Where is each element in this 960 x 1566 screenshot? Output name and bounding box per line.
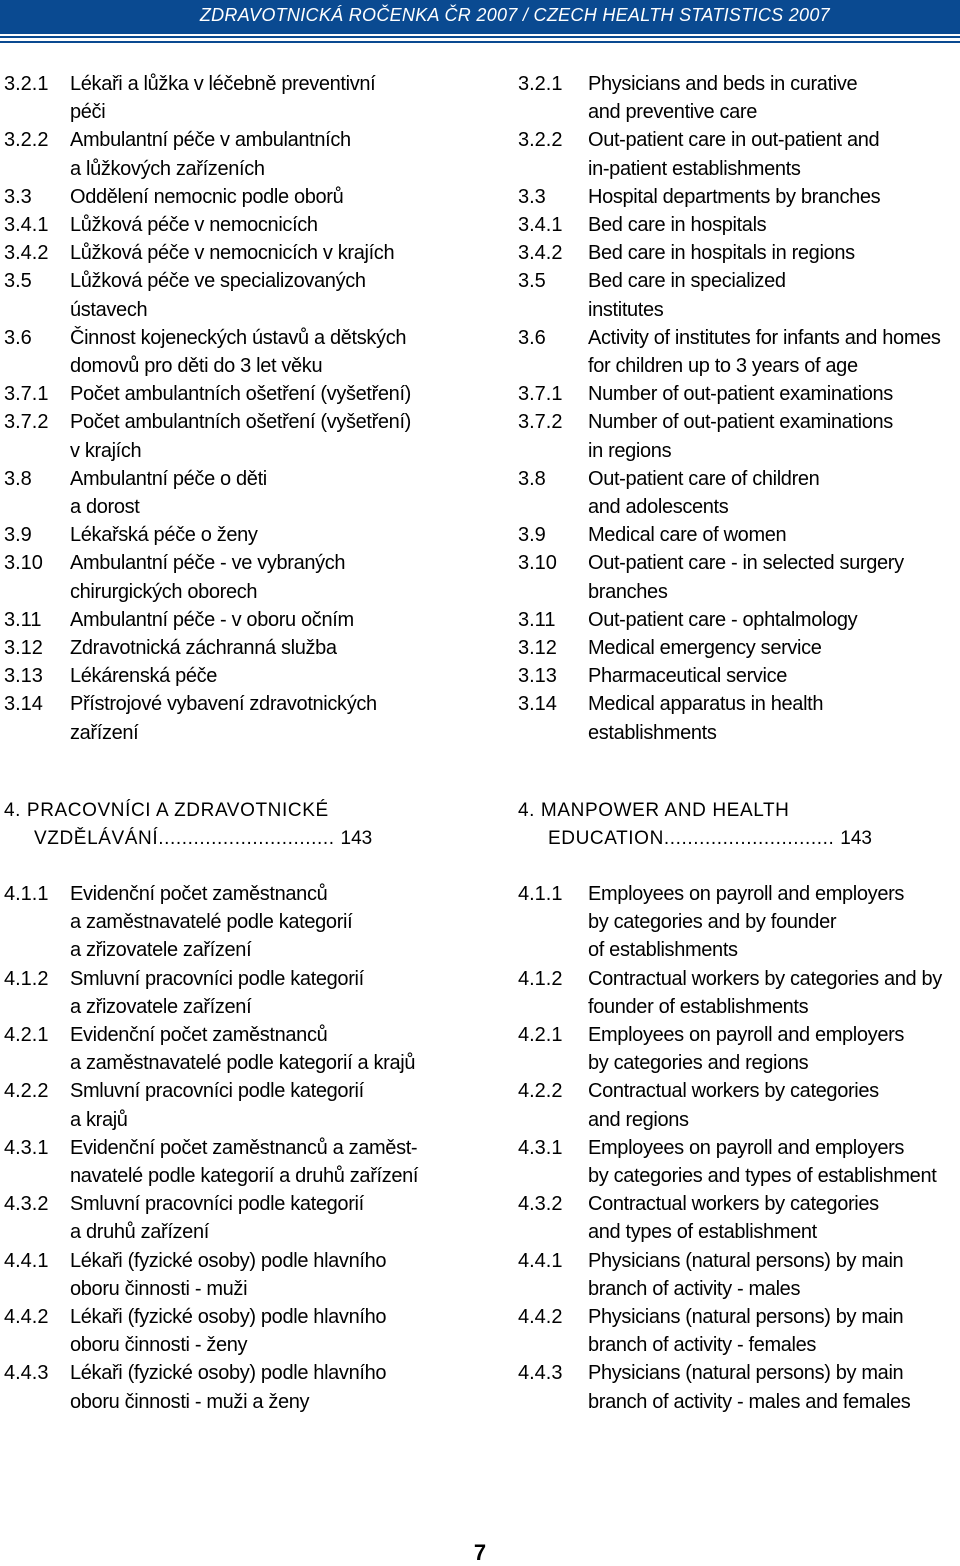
- section3-english-entry-line: Bed care in hospitals: [588, 214, 767, 237]
- section4-english-title-line1: 4. MANPOWER AND HEALTH: [518, 800, 790, 821]
- section3-english-entry: [518, 521, 960, 549]
- section4-english-entry: [518, 1021, 960, 1077]
- section3-czech-entry-number: 3.8: [4, 467, 32, 490]
- section3-english-entry-text: [588, 521, 960, 549]
- section4-english-entry: [518, 965, 960, 1021]
- section4-czech-entry-line: a druhů zařízení: [70, 1221, 209, 1244]
- section4-czech-entry-line: a zaměstnavatelé podle kategorií: [70, 911, 353, 934]
- section3-english-entry-line: branches: [588, 580, 668, 603]
- section3-czech-entry-line: Ambulantní péče - ve vybraných: [70, 552, 346, 575]
- section3-czech-entry-text: [70, 211, 494, 239]
- section3-czech-entry: [4, 267, 494, 323]
- section3-czech-entry-line: Počet ambulantních ošetření (vyšetření): [70, 411, 411, 434]
- section4-english-entry-text: [588, 1359, 960, 1415]
- section4-english-entry-line: Physicians (natural persons) by main: [588, 1249, 904, 1272]
- section3-english-entry-line: Bed care in hospitals in regions: [588, 242, 855, 265]
- section4-english-entry-number: 4.2.2: [518, 1080, 563, 1103]
- section3-english-entry-number: 3.8: [518, 467, 546, 490]
- section3-czech-entry-text: [70, 239, 494, 267]
- section4-czech-entry-number: 4.2.1: [4, 1024, 49, 1047]
- section3-czech-entry: [4, 126, 494, 182]
- section3-english-entry-line: Number of out-patient examinations: [588, 383, 893, 406]
- section3-english-entry-line: in-patient establishments: [588, 157, 801, 180]
- section3-czech-entry-line: zařízení: [70, 721, 139, 744]
- section4-english-entry-line: founder of establishments: [588, 995, 809, 1018]
- section3-czech-entry: [4, 606, 494, 634]
- section4-czech-entry-line: Evidenční počet zaměstnanců a zaměst-: [70, 1136, 418, 1159]
- section4-czech-entry: [4, 1134, 494, 1190]
- section3-czech-entry: [4, 521, 494, 549]
- section3-czech-entry-number: 3.4.2: [4, 242, 49, 265]
- section4-czech-entry-line: oboru činnosti - ženy: [70, 1334, 248, 1357]
- section4-english-entry-line: by categories and by founder: [588, 911, 837, 934]
- section4-english-entry-line: branch of activity - females: [588, 1334, 817, 1357]
- section3-english-entry-text: [588, 267, 960, 323]
- section4-english-entry-number: 4.3.1: [518, 1136, 563, 1159]
- section3-english-entry-number: 3.13: [518, 665, 557, 688]
- section4-czech-entry-text: [70, 965, 494, 1021]
- section4-english-entry-line: Contractual workers by categories and by: [588, 967, 942, 990]
- section3-czech-entry-line: Přístrojové vybavení zdravotnických: [70, 693, 377, 716]
- section3-czech-entry: [4, 634, 494, 662]
- section3-english-entry-line: Physicians and beds in curative: [588, 73, 858, 95]
- section3-czech-entry-line: Lékaři a lůžka v léčebně preventivní: [70, 73, 376, 95]
- section3-english-entry-line: Medical apparatus in health: [588, 693, 824, 716]
- section3-english-entry-line: Out-patient care of children: [588, 467, 820, 490]
- section4-czech-entry-line: a zřizovatele zařízení: [70, 939, 252, 962]
- section4-english-entry: [518, 1077, 960, 1133]
- section3-czech-entry-text: [70, 634, 494, 662]
- section4-czech-list: [4, 880, 494, 1416]
- section4-english-entry-line: by categories and regions: [588, 1052, 809, 1075]
- section4-czech-entry: [4, 880, 494, 965]
- section4-czech-entry-number: 4.4.1: [4, 1249, 49, 1272]
- section3-english-entry: [518, 239, 960, 267]
- header-double-rule: [0, 36, 960, 43]
- section3-czech-entry-text: [70, 380, 494, 408]
- section3-czech-entry-number: 3.14: [4, 693, 43, 716]
- section4-english-entry: [518, 1134, 960, 1190]
- section4-czech-entry-line: Smluvní pracovníci podle kategorií: [70, 1080, 364, 1103]
- section3-english-entry-number: 3.5: [518, 270, 546, 293]
- section4-english-entry-line: Employees on payroll and employers: [588, 1136, 905, 1159]
- section4-english-dot-leader: .............................: [663, 828, 835, 849]
- section3-czech-entry: [4, 662, 494, 690]
- section3-czech-entry-number: 3.12: [4, 637, 43, 660]
- section3-english-entry: [518, 690, 960, 746]
- section4-czech-entry: [4, 965, 494, 1021]
- section4-czech-entry-number: 4.4.2: [4, 1306, 49, 1329]
- section3-english-entry-line: Out-patient care - in selected surgery: [588, 552, 904, 575]
- section4-czech-entry-text: [70, 880, 494, 965]
- section3-english-entry: [518, 70, 960, 126]
- section3-english-entry-line: in regions: [588, 439, 672, 462]
- section3-czech-entry-text: [70, 70, 494, 126]
- section4-czech-entry-text: [70, 1077, 494, 1133]
- section3-czech-entry-line: Zdravotnická záchranná služba: [70, 637, 337, 660]
- section4-czech-title-line2: VZDĚLÁVÁNÍ: [34, 828, 159, 849]
- section3-czech-entry-line: Počet ambulantních ošetření (vyšetření): [70, 383, 411, 406]
- section4-english-entry-number: 4.3.2: [518, 1193, 563, 1216]
- section3-czech-entry: [4, 70, 494, 126]
- section4-english-entry-line: and types of establishment: [588, 1221, 817, 1244]
- section3-english-entry: [518, 408, 960, 464]
- section4-czech-entry-number: 4.1.2: [4, 967, 49, 990]
- section3-english-entry-text: [588, 239, 960, 267]
- section4-english-entry-line: branch of activity - males: [588, 1277, 801, 1300]
- page-number: 7: [473, 1540, 487, 1565]
- section3-czech-entry-line: Lékárenská péče: [70, 665, 218, 688]
- section4-english-entry-line: of establishments: [588, 939, 738, 962]
- section3-english-entry-number: 3.4.1: [518, 214, 563, 237]
- section3-english-entry-text: [588, 549, 960, 605]
- section3-czech-entry-line: Lůžková péče v nemocnicích v krajích: [70, 242, 395, 265]
- section3-czech-entry-line: Lékařská péče o ženy: [70, 524, 258, 547]
- section3-czech-entry: [4, 324, 494, 380]
- running-header: [0, 0, 960, 34]
- section3-english-entry-line: Activity of institutes for infants and homes: [588, 326, 941, 349]
- section3-czech-entry-text: [70, 521, 494, 549]
- section4-english-title-line2: EDUCATION: [548, 828, 664, 849]
- section3-english-entry-text: [588, 324, 960, 380]
- section4-english-entry: [518, 1303, 960, 1359]
- section3-english-entry-text: [588, 211, 960, 239]
- section4-czech-entry-text: [70, 1247, 494, 1303]
- section4-english-entry-number: 4.2.1: [518, 1024, 563, 1047]
- section3-czech-entry-line: Lůžková péče v nemocnicích: [70, 214, 318, 237]
- section3-czech-entry-line: Činnost kojeneckých ústavů a dětských: [70, 326, 407, 349]
- running-header-title: ZDRAVOTNICKÁ ROČENKA ČR 2007 / CZECH HEALTH STATISTICS 2007: [199, 5, 830, 25]
- section3-english-entry: [518, 211, 960, 239]
- section3-english-entry-number: 3.11: [518, 608, 556, 631]
- section3-english-entry-text: [588, 662, 960, 690]
- section3-english-entry-number: 3.14: [518, 693, 557, 716]
- section4-czech-entry-number: 4.2.2: [4, 1080, 49, 1103]
- section3-english-entry-number: 3.2.1: [518, 73, 563, 95]
- section4-czech-entry-number: 4.1.1: [4, 883, 49, 905]
- section4-english-entry-line: Employees on payroll and employers: [588, 883, 905, 905]
- section3-czech-entry-line: Ambulantní péče v ambulantních: [70, 129, 351, 152]
- section3-english-entry-text: [588, 634, 960, 662]
- section3-english-entry-number: 3.4.2: [518, 242, 563, 265]
- section3-czech-entry: [4, 380, 494, 408]
- section4-czech-entry-line: oboru činnosti - muži: [70, 1277, 248, 1300]
- section4-english-entry-line: and regions: [588, 1108, 689, 1131]
- section3-czech-entry: [4, 408, 494, 464]
- section3-czech-entry-number: 3.2.2: [4, 129, 49, 152]
- section4-english-entry: [518, 1190, 960, 1246]
- section3-english-entry-text: [588, 70, 960, 126]
- section3-english-entry: [518, 380, 960, 408]
- section4-czech-entry-number: 4.3.1: [4, 1136, 49, 1159]
- section4-czech-entry-number: 4.4.3: [4, 1362, 49, 1385]
- section4-english-entry-text: [588, 1303, 960, 1359]
- section4-english-entry-line: Physicians (natural persons) by main: [588, 1306, 904, 1329]
- section3-english-entry-line: establishments: [588, 721, 717, 744]
- section3-english-entry: [518, 267, 960, 323]
- section3-czech-entry-text: [70, 126, 494, 182]
- section3-english-entry: [518, 126, 960, 182]
- section3-czech-entry-line: péči: [70, 101, 106, 124]
- section4-czech-entry: [4, 1077, 494, 1133]
- section3-czech-entry-number: 3.5: [4, 270, 32, 293]
- section4-czech-page-ref: 143: [340, 828, 373, 849]
- section4-english-list: [518, 880, 960, 1416]
- section4-english-entry-line: Physicians (natural persons) by main: [588, 1362, 904, 1385]
- section3-czech-entry-text: [70, 662, 494, 690]
- section3-czech-entry-number: 3.7.2: [4, 411, 49, 434]
- section3-czech-entry-number: 3.9: [4, 524, 32, 547]
- section3-english-entry-line: Hospital departments by branches: [588, 185, 881, 208]
- section4-czech-heading: [4, 797, 494, 853]
- section3-english-entry-number: 3.7.2: [518, 411, 563, 434]
- section3-czech-entry: [4, 690, 494, 746]
- section3-english-entry-text: [588, 465, 960, 521]
- section4-english-entry-text: [588, 1134, 960, 1190]
- section3-english-entry-number: 3.12: [518, 637, 557, 660]
- section3-english-entry-text: [588, 408, 960, 464]
- section3-czech-entry-text: [70, 183, 494, 211]
- section4-english-page-ref: 143: [840, 828, 872, 849]
- section3-czech-entry: [4, 239, 494, 267]
- section4-english-entry-number: 4.4.3: [518, 1362, 563, 1385]
- section4-czech-entry-text: [70, 1190, 494, 1246]
- section3-czech-entry-number: 3.11: [4, 608, 42, 631]
- section3-czech-entry-line: a lůžkových zařízeních: [70, 157, 265, 180]
- section3-czech-entry-text: [70, 408, 494, 464]
- section3-english-entry-line: Number of out-patient examinations: [588, 411, 893, 434]
- section4-english-entry-text: [588, 1021, 960, 1077]
- section3-english-entry-text: [588, 126, 960, 182]
- section3-czech-entry-line: Ambulantní péče o děti: [70, 467, 267, 490]
- section3-czech-entry-number: 3.6: [4, 326, 32, 349]
- section3-czech-entry-number: 3.10: [4, 552, 43, 575]
- section3-czech-entry-text: [70, 267, 494, 323]
- section3-english-entry: [518, 183, 960, 211]
- section3-english-entry: [518, 465, 960, 521]
- section4-english-entry-number: 4.4.2: [518, 1306, 563, 1329]
- section4-czech-entry-text: [70, 1134, 494, 1190]
- section4-czech-entry-line: Lékaři (fyzické osoby) podle hlavního: [70, 1306, 387, 1329]
- section4-czech-dot-leader: ..............................: [158, 828, 335, 849]
- section4-english-entry: [518, 880, 960, 965]
- section3-english-entry-line: Medical emergency service: [588, 637, 822, 660]
- section3-english-entry-line: Pharmaceutical service: [588, 665, 788, 688]
- section3-czech-entry-text: [70, 606, 494, 634]
- section3-english-entry-line: Medical care of women: [588, 524, 787, 547]
- section4-czech-entry-text: [70, 1303, 494, 1359]
- section3-english-list: [518, 70, 960, 747]
- section3-czech-entry-text: [70, 324, 494, 380]
- section4-english-entry: [518, 1359, 960, 1415]
- section3-english-entry-number: 3.10: [518, 552, 557, 575]
- section4-czech-title-line1: 4. PRACOVNÍCI A ZDRAVOTNICKÉ: [4, 800, 329, 821]
- section4-english-entry-number: 4.1.1: [518, 883, 563, 905]
- section3-czech-entry-number: 3.13: [4, 665, 43, 688]
- section4-czech-entry-line: Smluvní pracovníci podle kategorií: [70, 967, 364, 990]
- section3-czech-entry: [4, 183, 494, 211]
- section4-czech-entry-line: a krajů: [70, 1108, 128, 1131]
- section4-czech-entry: [4, 1021, 494, 1077]
- section3-english-entry-text: [588, 690, 960, 746]
- section3-czech-entry-line: v krajích: [70, 439, 142, 462]
- section3-czech-entry-text: [70, 549, 494, 605]
- section4-english-entry-line: by categories and types of establishment: [588, 1165, 937, 1188]
- section4-czech-entry-line: a zřizovatele zařízení: [70, 995, 252, 1018]
- section4-czech-entry-line: navatelé podle kategorií a druhů zařízení: [70, 1165, 419, 1188]
- section3-czech-entry-line: ústavech: [70, 298, 148, 321]
- section3-czech-entry-line: Ambulantní péče - v oboru očním: [70, 608, 354, 631]
- section3-czech-entry-number: 3.3: [4, 185, 32, 208]
- section3-czech-entry-text: [70, 690, 494, 746]
- section3-english-entry: [518, 662, 960, 690]
- section3-english-column: [518, 70, 960, 747]
- section3-english-entry-number: 3.6: [518, 326, 546, 349]
- section4-english-entry-number: 4.4.1: [518, 1249, 563, 1272]
- section4-english-entry-text: [588, 1190, 960, 1246]
- section4-english-entry-text: [588, 880, 960, 965]
- section3-czech-entry-number: 3.4.1: [4, 214, 49, 237]
- section4-czech-entry-text: [70, 1359, 494, 1415]
- section3-czech-entry-text: [70, 465, 494, 521]
- section4-czech-entry-line: Lékaři (fyzické osoby) podle hlavního: [70, 1249, 387, 1272]
- section3-czech-entry-number: 3.7.1: [4, 383, 49, 406]
- section4-czech-column: [4, 880, 494, 1416]
- section4-english-entry-text: [588, 1077, 960, 1133]
- section3-english-entry-line: Bed care in specialized: [588, 270, 786, 293]
- section3-english-entry-number: 3.2.2: [518, 129, 563, 152]
- section3-english-entry-text: [588, 606, 960, 634]
- section3-english-entry-number: 3.3: [518, 185, 546, 208]
- section3-czech-entry-line: domovů pro děti do 3 let věku: [70, 355, 323, 378]
- section4-english-entry-line: Contractual workers by categories: [588, 1193, 879, 1216]
- section3-czech-entry: [4, 549, 494, 605]
- section4-czech-entry-line: Lékaři (fyzické osoby) podle hlavního: [70, 1362, 387, 1385]
- section4-english-entry-text: [588, 1247, 960, 1303]
- section4-english-entry-line: Contractual workers by categories: [588, 1080, 879, 1103]
- section3-english-entry-line: and preventive care: [588, 101, 758, 124]
- section4-czech-entry: [4, 1190, 494, 1246]
- section4-czech-entry-line: oboru činnosti - muži a ženy: [70, 1390, 310, 1413]
- section4-czech-entry-line: Smluvní pracovníci podle kategorií: [70, 1193, 364, 1216]
- section4-czech-entry: [4, 1303, 494, 1359]
- section3-english-entry: [518, 634, 960, 662]
- section3-czech-entry: [4, 211, 494, 239]
- section3-czech-entry-line: chirurgických oborech: [70, 580, 258, 603]
- section4-czech-entry-text: [70, 1021, 494, 1077]
- section4-english-heading: [518, 797, 960, 853]
- section4-czech-entry: [4, 1359, 494, 1415]
- section3-czech-entry-line: Oddělení nemocnic podle oborů: [70, 185, 344, 208]
- section4-czech-entry-number: 4.3.2: [4, 1193, 49, 1216]
- section4-czech-entry-line: Evidenční počet zaměstnanců: [70, 1024, 328, 1047]
- section3-english-entry: [518, 606, 960, 634]
- section3-english-entry-text: [588, 380, 960, 408]
- section4-english-entry-text: [588, 965, 960, 1021]
- section3-english-entry-line: for children up to 3 years of age: [588, 355, 858, 378]
- section3-english-entry-text: [588, 183, 960, 211]
- section4-english-column: [518, 880, 960, 1416]
- section4-czech-entry: [4, 1247, 494, 1303]
- section3-english-entry: [518, 324, 960, 380]
- section3-english-entry: [518, 549, 960, 605]
- section4-english-entry-line: branch of activity - males and females: [588, 1390, 911, 1413]
- section4-czech-entry-line: Evidenční počet zaměstnanců: [70, 883, 328, 905]
- section4-english-entry-number: 4.1.2: [518, 967, 563, 990]
- section4-english-entry-line: Employees on payroll and employers: [588, 1024, 905, 1047]
- section4-czech-entry-line: a zaměstnavatelé podle kategorií a krajů: [70, 1052, 416, 1075]
- section3-czech-entry-number: 3.2.1: [4, 73, 49, 95]
- section3-english-entry-line: institutes: [588, 298, 664, 321]
- section4-english-entry: [518, 1247, 960, 1303]
- section3-english-entry-line: Out-patient care - ophtalmology: [588, 608, 858, 631]
- section3-czech-list: [4, 70, 494, 747]
- section3-czech-entry-line: a dorost: [70, 496, 140, 519]
- section3-english-entry-line: and adolescents: [588, 496, 729, 519]
- section3-english-entry-number: 3.9: [518, 524, 546, 547]
- section3-czech-entry-line: Lůžková péče ve specializovaných: [70, 270, 366, 293]
- section3-czech-column: [4, 70, 494, 747]
- section3-czech-entry: [4, 465, 494, 521]
- section3-english-entry-line: Out-patient care in out-patient and: [588, 129, 880, 152]
- section3-english-entry-number: 3.7.1: [518, 383, 563, 406]
